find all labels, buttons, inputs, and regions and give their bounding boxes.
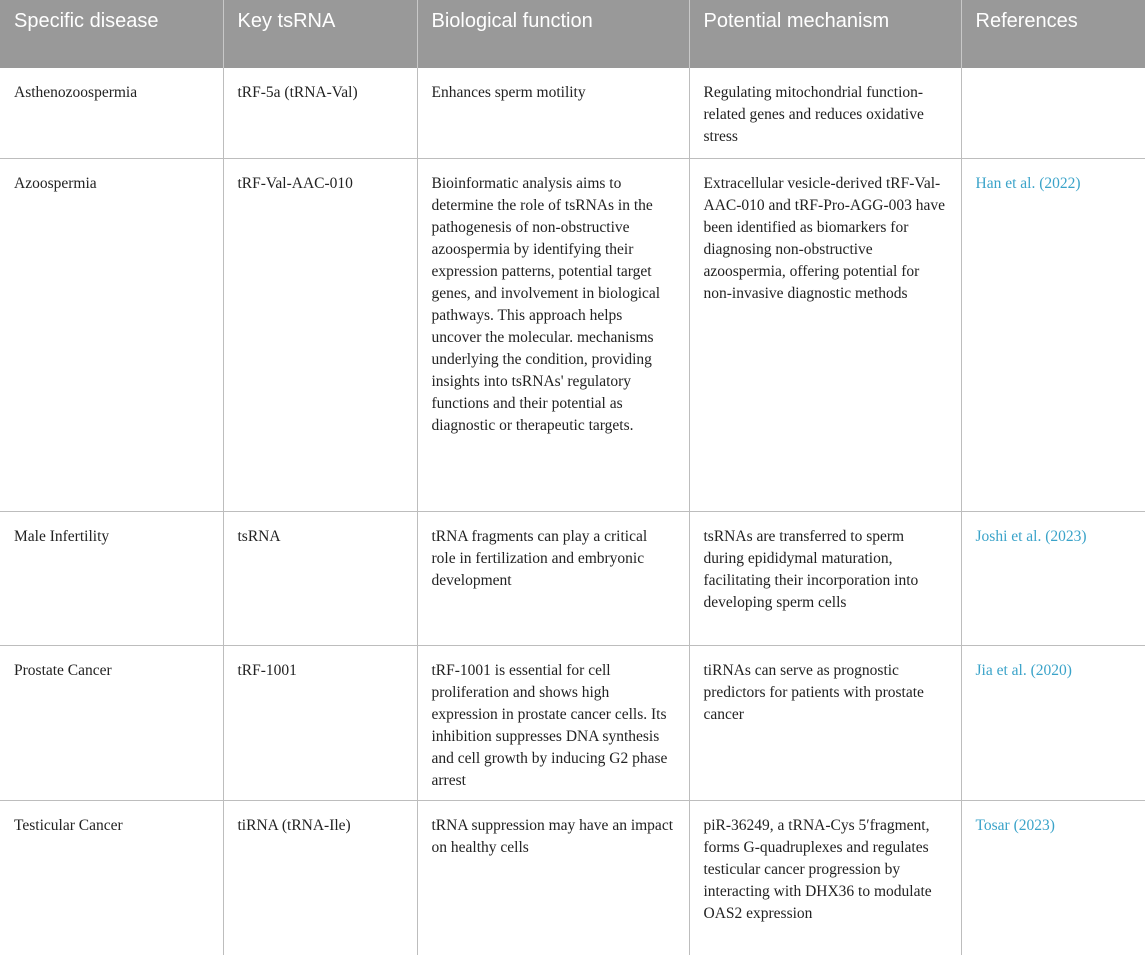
table-body: [0, 68, 1145, 955]
header-potential-mechanism: Potential mechanism: [689, 0, 961, 68]
table-row: [0, 68, 1145, 158]
header-references: References: [961, 0, 1145, 68]
cell-reference: [961, 158, 1145, 511]
cell-key-tsrna: tiRNA (tRNA-Ile): [223, 800, 417, 955]
cell-potential-mechanism: tsRNAs are transferred to sperm during epididymal maturation, facilitating their incorporation into developing sperm cells: [689, 511, 961, 645]
reference-link[interactable]: Tosar (2023): [975, 816, 1055, 834]
table-row: [0, 511, 1145, 645]
cell-reference: [961, 645, 1145, 800]
cell-key-tsrna: tRF-Val-AAC-010: [223, 158, 417, 511]
cell-disease: Asthenozoospermia: [0, 68, 223, 158]
cell-disease: Azoospermia: [0, 158, 223, 511]
header-row: [0, 0, 1145, 68]
header-key-tsrna: Key tsRNA: [223, 0, 417, 68]
cell-disease: Male Infertility: [0, 511, 223, 645]
table-row: [0, 800, 1145, 955]
cell-disease: Prostate Cancer: [0, 645, 223, 800]
table-row: [0, 645, 1145, 800]
header-specific-disease: Specific disease: [0, 0, 223, 68]
cell-potential-mechanism: Regulating mitochondrial function-related genes and reduces oxidative stress: [689, 68, 961, 158]
cell-biological-function: tRNA fragments can play a critical role in fertilization and embryonic development: [417, 511, 689, 645]
header-biological-function: Biological function: [417, 0, 689, 68]
cell-biological-function: Bioinformatic analysis aims to determine the role of tsRNAs in the pathogenesis of non-obstructive azoospermia by identifying their expression patterns, potential target genes, and involvement in biological pathways. This approach helps uncover the molecular. mechanisms underlying the condition, providing insights into tsRNAs' regulatory functions and their potential as diagnostic or therapeutic targets.: [417, 158, 689, 511]
cell-biological-function: Enhances sperm motility: [417, 68, 689, 158]
cell-disease: Testicular Cancer: [14, 816, 123, 834]
reference-link[interactable]: Jia et al. (2020): [975, 661, 1072, 679]
cell-key-tsrna: tsRNA: [223, 511, 417, 645]
cell-key-tsrna: tRF-1001: [223, 645, 417, 800]
reference-link[interactable]: Joshi et al. (2023): [975, 527, 1087, 545]
cell-biological-function: tRNA suppression may have an impact on healthy cells: [417, 800, 689, 955]
cell-potential-mechanism: tiRNAs can serve as prognostic predictors for patients with prostate cancer: [689, 645, 961, 800]
cell-potential-mechanism: Extracellular vesicle-derived tRF-Val-AAC-010 and tRF-Pro-AGG-003 have been identified as biomarkers for diagnosing non-obstructive azoospermia, offering potential for non-invasive diagnostic methods: [689, 158, 961, 511]
cell-biological-function: tRF-1001 is essential for cell proliferation and shows high expression in prostate cancer cells. Its inhibition suppresses DNA synthesis and cell growth by inducing G2 phase arrest: [417, 645, 689, 800]
cell-reference: [961, 68, 1145, 158]
table-row: [0, 158, 1145, 511]
table-header: [0, 0, 1145, 68]
cell-potential-mechanism: piR-36249, a tRNA-Cys 5′fragment, forms G-quadruplexes and regulates testicular cancer progression by interacting with DHX36 to modulate OAS2 expression: [689, 800, 961, 955]
cell-key-tsrna: tRF-5a (tRNA-Val): [223, 68, 417, 158]
reference-link[interactable]: Han et al. (2022): [975, 174, 1081, 192]
cell-reference: [961, 511, 1145, 645]
cell-reference: [961, 800, 1145, 955]
